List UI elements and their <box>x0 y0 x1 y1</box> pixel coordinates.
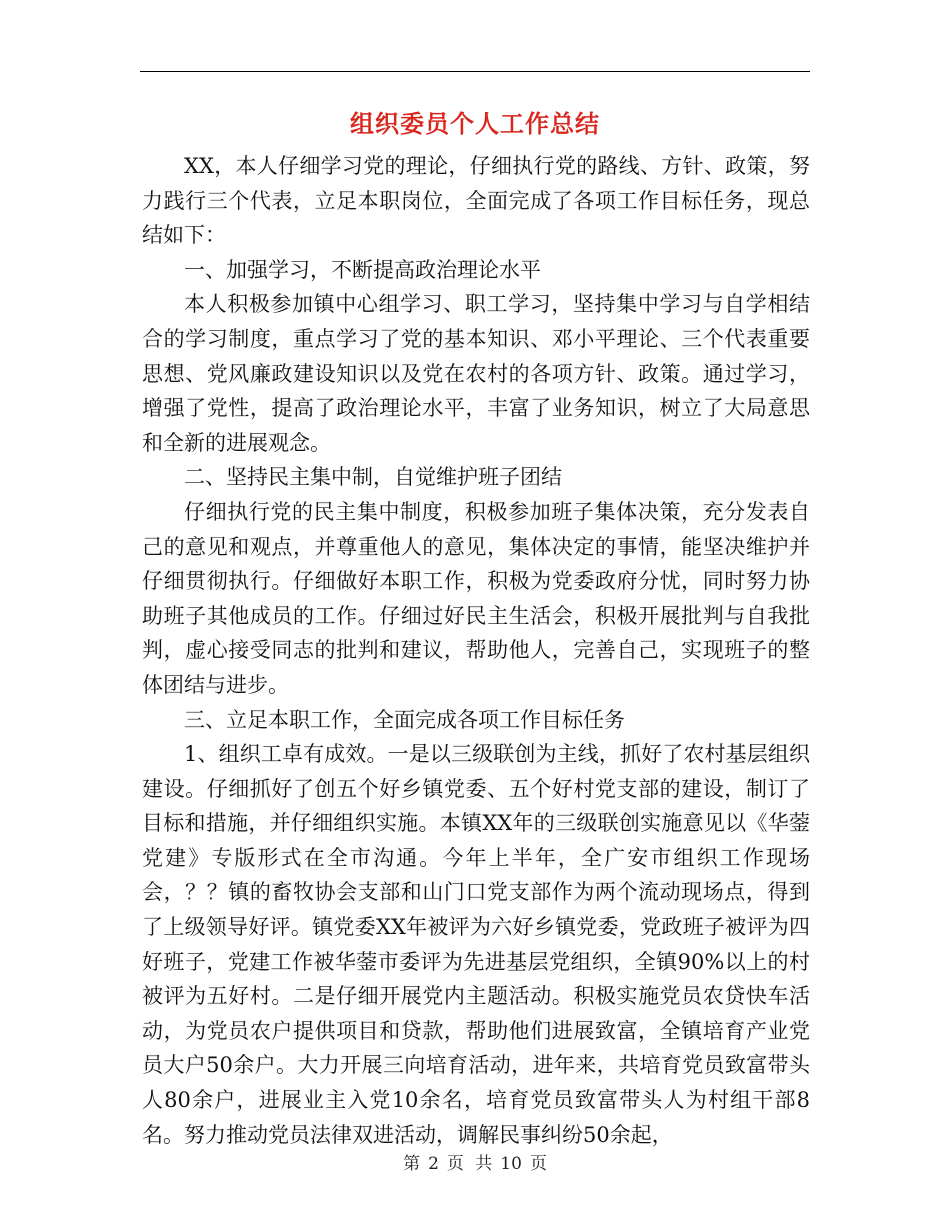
section-heading-1: 一、加强学习，不断提高政治理论水平 <box>184 257 541 282</box>
paragraph-democracy: 仔细执行党的民主集中制度，积极参加班子集体决策，充分发表自己的意见和观点，并尊重他人的意见，集体决定的事情，能坚决维护并仔细贯彻执行。仔细做好本职工作，积极为党委政府分忧，同时努力协助班子其他成员的工作。仔细过好民主生活会，积极开展批判与自我批判，虚心接受同志的批判和建议，帮助他人，完善自己，实现班子的整体团结与进步。 <box>142 499 810 697</box>
header-rule <box>140 71 810 72</box>
document-body <box>142 149 810 1152</box>
footer-middle: 页 共 <box>446 1154 493 1174</box>
paragraph-intro: XX，本人仔细学习党的理论，仔细执行党的路线、方针、政策，努力践行三个代表，立足本职岗位，全面完成了各项工作目标任务，现总结如下： <box>142 154 810 248</box>
footer-prefix: 第 <box>403 1154 421 1174</box>
page-footer <box>0 1152 950 1176</box>
footer-suffix: 页 <box>529 1154 547 1174</box>
paragraph-study: 本人积极参加镇中心组学习、职工学习，坚持集中学习与自学相结合的学习制度，重点学习了党的基本知识、邓小平理论、三个代表重要思想、党风廉政建设知识以及党在农村的各项方针、政策。通过学习，增强了党性，提高了政治理论水平，丰富了业务知识，树立了大局意思和全新的进展观念。 <box>142 292 810 455</box>
document-title: 组织委员个人工作总结 <box>350 109 600 138</box>
footer-total-pages: 10 <box>500 1154 522 1174</box>
footer-page-number: 2 <box>428 1154 439 1174</box>
section-heading-2: 二、坚持民主集中制，自觉维护班子团结 <box>184 465 562 490</box>
paragraph-organization-work: 1、组织工卓有成效。一是以三级联创为主线，抓好了农村基层组织建设。仔细抓好了创五个好乡镇党委、五个好村党支部的建设，制订了目标和措施，并仔细组织实施。本镇XX年的三级联创实施意见以《华蓥党建》专版形式在全市沟通。今年上半年，全广安市组织工作现场会，？？镇的畜牧协会支部和山门口党支部作为两个流动现场点，得到了上级领导好评。镇党委XX年被评为六好乡镇党委，党政班子被评为四好班子，党建工作被华蓥市委评为先进基层党组织，全镇90%以上的村被评为五好村。二是仔细开展党内主题活动。积极实施党员农贷快车活动，为党员农户提供项目和贷款，帮助他们进展致富，全镇培育产业党员大户50余户。大力开展三向培育活动，进年来，共培育党员致富带头人80余户，进展业主入党10余名，培育党员致富带头人为村组干部8名。努力推动党员法律双进活动，调解民事纠纷50余起， <box>142 742 810 1147</box>
section-heading-3: 三、立足本职工作，全面完成各项工作目标任务 <box>184 707 625 732</box>
